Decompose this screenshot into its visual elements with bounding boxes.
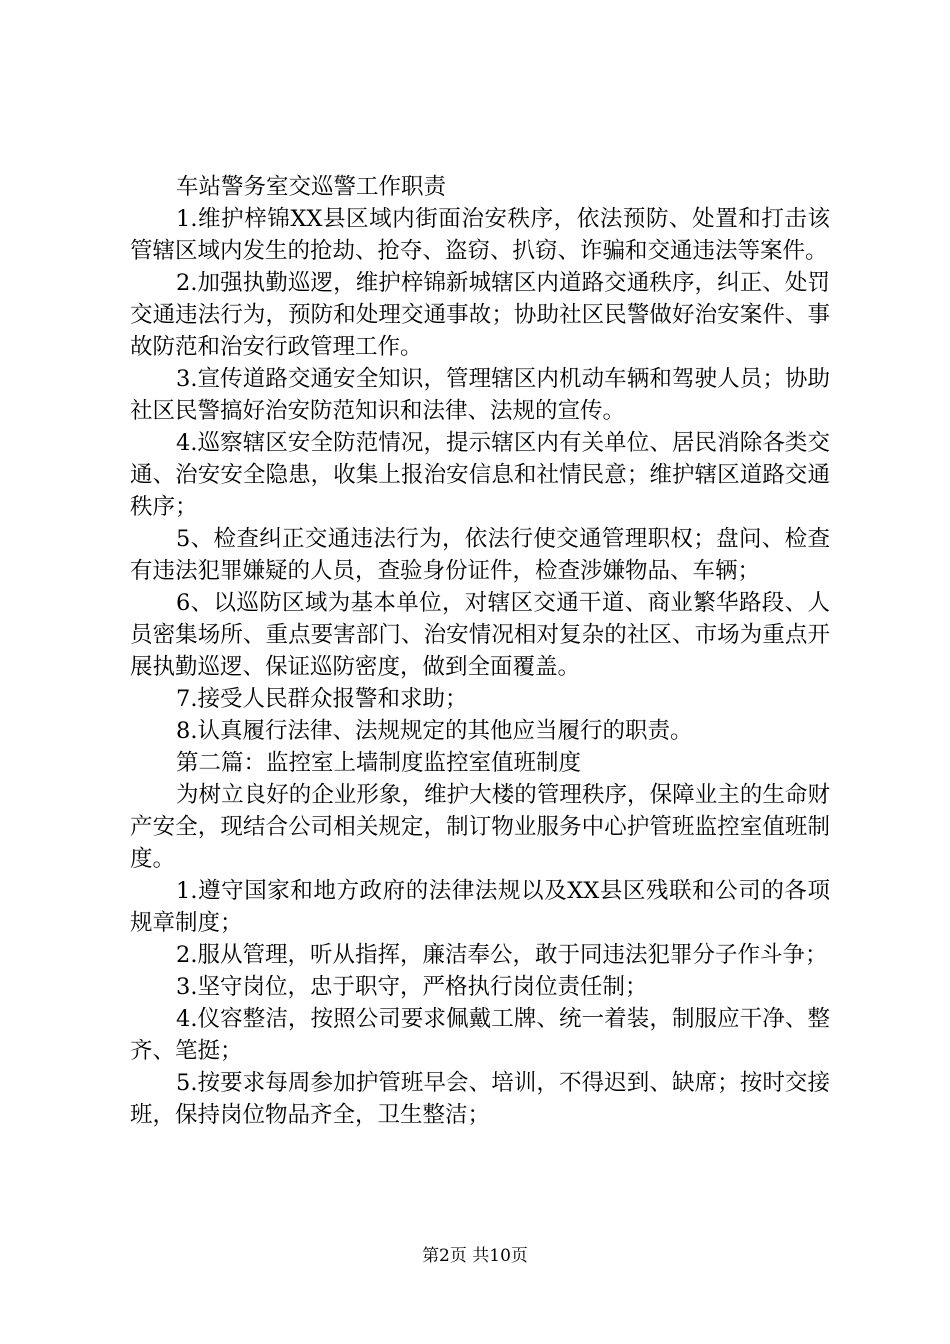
chapter-heading: 第二篇：监控室上墙制度监控室值班制度 [176, 750, 582, 776]
page-number-footer: 第2页 共10页 [422, 1246, 528, 1266]
paragraph-item-7: 7.接受人民群众报警和求助； [176, 686, 468, 712]
document-body [130, 171, 830, 1131]
rule-item-1: 1.遵守国家和地方政府的法律法规以及XX县区残联和公司的各项规章制度； [130, 878, 830, 936]
paragraph-item-1: 1.维护梓锦XX县区域内街面治安秩序，依法预防、处置和打击该管辖区域内发生的抢劫、抢夺、盗窃、扒窃、诈骗和交通违法等案件。 [130, 206, 830, 264]
rule-item-3: 3.坚守岗位，忠于职守，严格执行岗位责任制； [176, 974, 648, 1000]
paragraph-item-8: 8.认真履行法律、法规规定的其他应当履行的职责。 [176, 718, 693, 744]
paragraph-item-5: 5、检查纠正交通违法行为，依法行使交通管理职权；盘问、检查有违法犯罪嫌疑的人员，查验身份证件，检查涉嫌物品、车辆； [130, 526, 830, 584]
paragraph-item-3: 3.宣传道路交通安全知识，管理辖区内机动车辆和驾驶人员；协助社区民警搞好治安防范知识和法律、法规的宣传。 [130, 366, 830, 424]
section-title: 车站警务室交巡警工作职责 [176, 174, 447, 200]
rule-item-4: 4.仪容整洁，按照公司要求佩戴工牌、统一着装，制服应干净、整齐、笔挺； [130, 1006, 830, 1064]
rule-item-5: 5.按要求每周参加护管班早会、培训，不得迟到、缺席；按时交接班，保持岗位物品齐全，卫生整洁； [130, 1070, 830, 1128]
rule-item-2: 2.服从管理，听从指挥，廉洁奉公，敢于同违法犯罪分子作斗争； [176, 942, 828, 968]
paragraph-item-6: 6、以巡防区域为基本单位，对辖区交通干道、商业繁华路段、人员密集场所、重点要害部门、治安情况相对复杂的社区、市场为重点开展执勤巡逻、保证巡防密度，做到全面覆盖。 [130, 590, 830, 680]
paragraph-item-4: 4.巡察辖区安全防范情况，提示辖区内有关单位、居民消除各类交通、治安安全隐患，收集上报治安信息和社情民意；维护辖区道路交通秩序； [130, 430, 830, 520]
paragraph-item-2: 2.加强执勤巡逻，维护梓锦新城辖区内道路交通秩序，纠正、处罚交通违法行为，预防和处理交通事故；协助社区民警做好治安案件、事故防范和治安行政管理工作。 [130, 270, 830, 360]
paragraph-intro: 为树立良好的企业形象，维护大楼的管理秩序，保障业主的生命财产安全，现结合公司相关规定，制订物业服务中心护管班监控室值班制度。 [130, 782, 830, 872]
